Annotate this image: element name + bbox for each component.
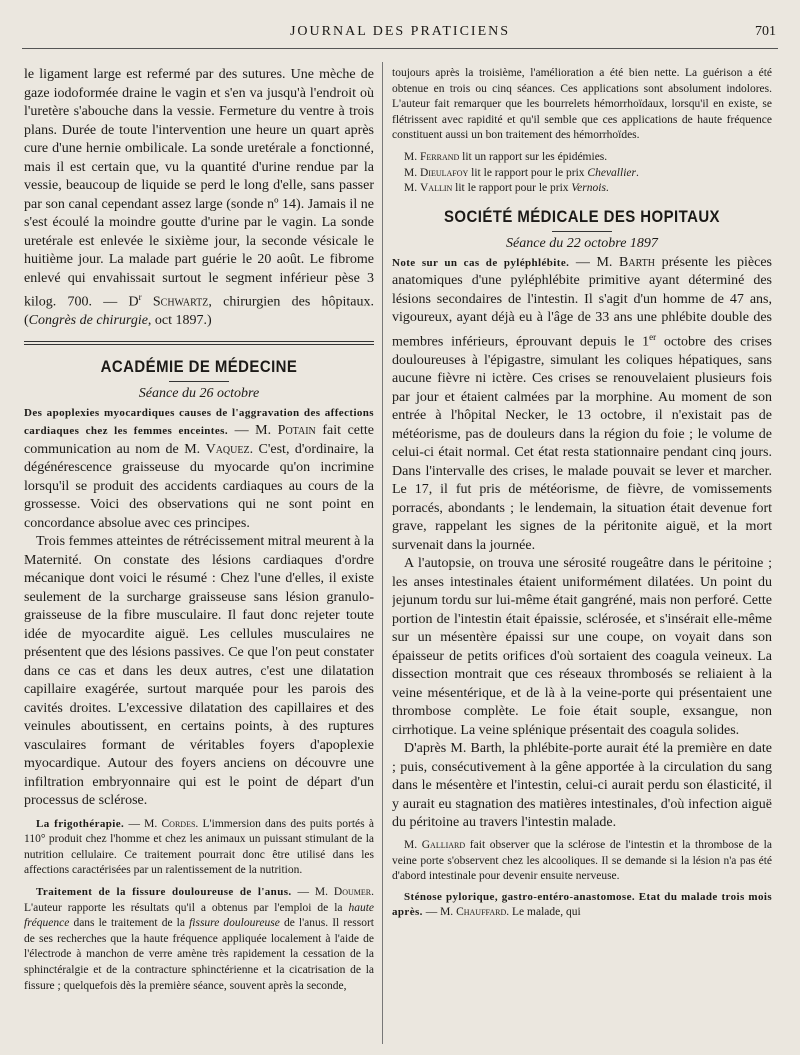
continued-paragraph: le ligament large est refermé par des sutures. Une mèche de gaze iodoformée draine le vagin et s'en va jusqu'à l'endroit où l'uretère s'abouche dans la vessie. Fermeture du ventre à trois plans. Durée de toute l'intervention une heure un quart après cure d'une hernie ombilicale. La sonde uretérale a fonctionné, mais il est certain que, vu la quantité d'urine rendue par la vessie, beaucoup de liquide se perd le long d'elle, sans passer par son canal cependant assez large (sonde nº 14). Jamais il ne s'est écoulé la moindre goutte d'urine par le vagin. La sonde uretérale est enlevée le sixième jour, la seconde vésicale le huitième jour. La malade part guérie le 20 août. Le fibrome enlevé qui envahissait surtout le segment inférieur pèse 3 kilog. 700. — $D^r$ Schwartz, chirurgien des hôpitaux. (Congrès de chirurgie, oct 1897.) <box>24 67 374 329</box>
paragraph-pylephlebite: Note sur un cas de pyléphlébite. — M. Barth présente les pièces anatomiques d'une pyléphlébite primitive ayant déterminé des lésions secondaires de l'intestin. Il s'agit d'un homme de 47 ans, vigoureux, ayant déjà eu à l'âge de 33 ans une phlébite double des membres inférieurs, éprouvant depuis le 1er octobre des crises douloureuses à l'épigastre, simulant les coliques hépatiques, sans aucune fièvre ni ictère. Ces crises se renouvelaient plusieurs fois par jour et étaient calmées par la morphine. Au moment de son entrée à l'hôpital Necker, le 13 octobre, il n'existait pas de météorisme, pas de douleurs dans la région du foie ; le volume de celui-ci était normal. Cet état resta stationnaire pendant cinq jours. Dans l'intervalle des crises, le malade pouvait se lever et marcher. Le 17, il fut pris de météorisme, de fièvre, de vomissements porracés, abondants ; le lendemain, la situation était devenue fort grave, rappelant les signes de la péritonite aiguë, et la mort survenait dans la journée. <box>392 254 772 553</box>
section-title-societe: SOCIÉTÉ MÉDICALE DES HOPITAUX <box>444 206 720 226</box>
title-underline-right <box>552 231 612 232</box>
seance-date: Séance du 26 octobre <box>138 385 260 401</box>
section-title-academie: ACADÉMIE DE MÉDECINE <box>100 356 298 376</box>
paragraph-frigotherapie: La frigothérapie. — M. Cordes. L'immersion dans des puits portés à 110° produit chez l'homme et chez les animaux un puissant stimulant de la nutrition cellulaire. Ce traitement pourrait donc être utilisé dans les affections caractérisées par un ralentissement de la nutrition. <box>24 817 374 877</box>
paragraph-galliard: M. Galliard fait observer que la sclérose de l'intestin et la thrombose de la veine porte s'observent chez les alcooliques. Il se demande si la lésion n'a pas été d'abord intestinale pour devenir ensuite nerveuse. <box>392 838 772 883</box>
running-header <box>22 22 778 49</box>
journal-title: JOURNAL DES PRATICIENS <box>289 24 511 39</box>
report-dieulafoy: M. Dieulafoy lit le rapport pour le prix Chevallier. <box>404 166 639 179</box>
paragraph-autopsie: A l'autopsie, on trouva une sérosité rougeâtre dans le péritoine ; les anses intestinales étaient uniformément dilatées. Un point du jejunum tordu sur lui-même était gangréné, mais non perforé. Cette portion de l'intestin était épaissie, sclérosée, et s'insérait elle-même sur un mésentère épaissi sur une coupe, on voyait dans son épaisseur de petits orifices d'où sortaient des coagula veineux. La dissection montrait que ces réseaux thrombosés se reliaient à la veine mésentérique, et de là à la veine-porte qui présentaient une thrombose complète. Le foie était souple, exsangue, non cirrhotique. La veine splénique présentait des coagula solides. <box>392 556 772 738</box>
report-vallin: M. Vallin lit le rapport pour le prix Vernois. <box>404 182 609 195</box>
paragraph-fissure: Traitement de la fissure douloureuse de l'anus. — M. Doumer. L'auteur rapporte les résultats qu'il a obtenus par l'emploi de la haute fréquence dans le traitement de la fissure douloureuse de l'anus. Il ressort de ses recherches que la haute fréquence appliquée localement à l'aide de l'électrode à manchon de verre amène très rapidement la cessation de la sphinctéralgie et de la contracture sphinctérienne et la cicatrisation de la fissure ; quelquefois dès la première séance, souvent après la seconde, <box>24 886 374 992</box>
page-number: 701 <box>755 24 776 39</box>
column-divider <box>382 62 383 1044</box>
seance-date-right: Séance du 22 octobre 1897 <box>506 235 658 251</box>
title-underline <box>169 381 229 382</box>
paragraph-barth: D'après M. Barth, la phlébite-porte aurait été la première en date ; puis, consécutivement à la gêne apportée à la circulation du sang dans le mésentère et l'intestin, celui-ci aurait perdu son élasticité, il y aurait eu stagnation des matières intestinales, d'où infection aiguë du péritoine au travers l'intestin malade. <box>392 741 772 831</box>
report-ferrand: M. Ferrand lit un rapport sur les épidémies. <box>404 150 608 163</box>
right-column <box>392 66 772 921</box>
paragraph-trois-femmes: Trois femmes atteintes de rétrécissement mitral meurent à la Maternité. On constate des lésions cardiaques d'ordre mécanique dont voici le résumé : Chez l'une d'elles, il existe seulement de la surcharge graisseuse sans lésion granulo-graisseuse de la fibre musculaire. Il faut donc rejeter toute idée de myocardite aiguë. Les cellules musculaires ne présentent que des lésions passives. Ce que l'on peut constater dans ce cas et dans les deux autres, c'est une dilatation capillaire exagérée, surtout marquée pour les parois des cavités droites. L'excessive dilatation des capillaires et des veinules aboutissent, en certains points, à des ruptures vasculaires formant de véritables foyers d'apoplexie myocardique. Autour des foyers anciens on découvre une infiltration embryonnaire qui est le point de départ d'un processus de sclérose. <box>24 534 374 809</box>
paragraph-stenose: Sténose pylorique, gastro-entéro-anastomose. Etat du malade trois mois après. — M. Chauffard. Le malade, qui <box>392 890 772 919</box>
continued-paragraph-right: toujours après la troisième, l'amélioration a été bien nette. La guérison a été obtenue en trois ou cinq séances. Ces applications sont absolument indolores. L'auteur fait remarquer que les bourrelets hémorrhoïdaux, lorsqu'il en existe, se flétrissent avec rapidité et qu'il semble que ces applications de haute fréquence constituent aussi un bon traitement des hémorrhoïdes. <box>392 67 772 142</box>
left-column <box>24 66 374 994</box>
paragraph-apoplexies: Des apoplexies myocardiques causes de l'aggravation des affections cardiaques chez les femmes enceintes. — M. Potain fait cette communication au nom de M. Vaquez. C'est, d'ordinaire, la dégénérescence graisseuse du myocarde qu'on incrimine lorsqu'il se produit des accidents cardiaques au cours de la grossesse. Voici des observations qui ne sont point en concordance absolue avec ces principes. <box>24 406 374 531</box>
